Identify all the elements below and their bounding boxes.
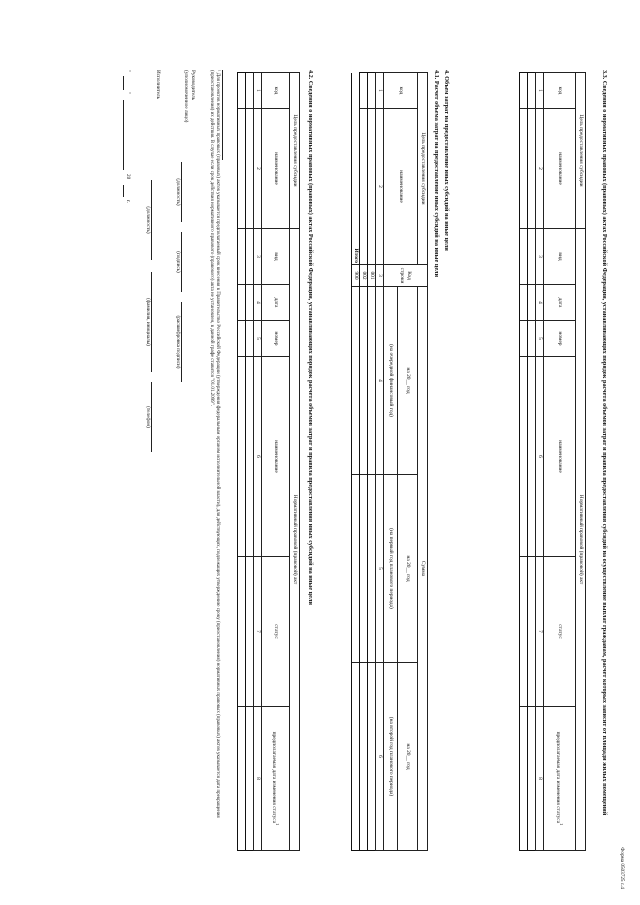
col-num: 2	[536, 109, 544, 229]
table-3-3	[519, 72, 586, 851]
line-day	[123, 76, 124, 90]
th-purpose: Цель предоставления субсидии	[290, 73, 300, 229]
col-num: 1	[536, 73, 544, 109]
table-row	[246, 73, 254, 851]
col-num: 3	[376, 265, 384, 287]
th-vid: вид	[262, 229, 290, 285]
line-position-2	[151, 180, 152, 260]
table-row	[528, 73, 536, 851]
col-num: 5	[536, 321, 544, 357]
th-code: код	[384, 73, 418, 109]
th-code: код	[544, 73, 576, 109]
line-fio	[151, 272, 152, 372]
line-phone	[151, 382, 152, 452]
caption-position-2: (должность)	[145, 206, 151, 234]
caption-signature: (подпись)	[175, 251, 181, 273]
date-year: 20	[125, 174, 131, 180]
th-name: наименование	[384, 109, 418, 265]
th-planned-date: предполагаемая дата изменения статуса$^1$	[262, 707, 290, 851]
th-code: код	[262, 73, 290, 109]
th-year-3-sub: (на второй год планового периода)	[384, 663, 398, 851]
total-row	[352, 73, 360, 851]
section-3-3-title: 3.3. Сведения о нормативных правовых (правовых) актах Российской Федерации, устанавливающих порядок расчета объемов затрат и правила предоставления субсидий на осуществление выплат гражданам, расчет которых зависит от площади жилых помещений	[601, 70, 608, 816]
head-label: Руководитель	[190, 70, 196, 101]
executor-label: Исполнитель	[155, 70, 161, 100]
col-num: 5	[376, 475, 384, 663]
rotated-landscape-sheet	[10, 10, 630, 895]
th-year-2-sub: (на первый год планового периода)	[384, 475, 398, 663]
col-num: 1	[376, 73, 384, 109]
col-num: 3	[254, 229, 262, 285]
caption-fio: (фамилия, инициалы)	[145, 298, 151, 346]
caption-decoding: (расшифровка подписи)	[175, 315, 181, 369]
row-code: 001	[368, 265, 376, 287]
section-4-2-title: 4.2. Сведения о нормативных правовых (правовых) актах Российской Федерации, устанавливающих порядок расчета объемов затрат и правила предоставления иных субсидий на иные цели	[307, 70, 314, 605]
col-num: 1	[254, 73, 262, 109]
th-year-1-sub: (на очередной финансовый год)	[384, 287, 398, 475]
th-year-1: на 20__ год	[398, 287, 418, 475]
col-num: 6	[254, 357, 262, 557]
col-num: 6	[536, 357, 544, 557]
table-4-1	[351, 72, 428, 851]
caption-position: (должность)	[175, 178, 181, 206]
th-number: номер	[262, 321, 290, 357]
col-num: 8	[254, 707, 262, 851]
total-label: Итого	[352, 109, 360, 265]
date-quote-close: "	[125, 92, 131, 95]
th-vid: вид	[544, 229, 576, 285]
line-signature	[181, 232, 182, 292]
th-number: номер	[544, 321, 576, 357]
line-year	[123, 185, 124, 197]
th-status: статус	[544, 557, 576, 707]
th-date: дата	[262, 285, 290, 321]
section-4-1-title: 4.1. Расчет объема затрат на предоставление иных субсидий на иные цели	[433, 70, 440, 278]
th-npa: Нормативный правовой (правовой) акт	[576, 229, 586, 851]
th-npa-name: наименование	[544, 357, 576, 557]
col-num: 5	[254, 321, 262, 357]
row-code: 900	[352, 265, 360, 287]
th-year-2: на 20__ год	[398, 475, 418, 663]
table-row	[360, 73, 368, 851]
head-label-2: (уполномоченное лицо)	[183, 70, 189, 123]
th-name: наименование	[262, 109, 290, 229]
col-num: 8	[536, 707, 544, 851]
col-num: 7	[254, 557, 262, 707]
footnote: ¹ Для проектов нормативных правовых (правовых) актов указывается предполагаемый срок внесения в Правительство Российской Федерации (утверждения федеральным органом исполнительной власти), для действующих, подлежащих утверждению сроку (приостановления) нормативных правовых (правовых) актов указывается дата прекращения (приостановления) их действия. В случае если срок действия нормативного правового (правового) акта не установлен, в данной графе ставится "01.01.2099".	[209, 70, 220, 818]
th-planned-date: предполагаемая дата изменения статуса$^1$	[544, 707, 576, 851]
col-num: 4	[536, 285, 544, 321]
th-name: наименование	[544, 109, 576, 229]
th-date: дата	[544, 285, 576, 321]
table-row	[520, 73, 528, 851]
th-sum: Сумма	[418, 287, 428, 851]
footnote-separator	[222, 70, 223, 160]
line-month	[123, 100, 124, 170]
col-num: 2	[376, 109, 384, 265]
date-quote-open: "	[125, 70, 131, 73]
caption-phone: (телефон)	[145, 406, 151, 428]
th-purpose: Цель предоставления субсидии	[576, 73, 586, 229]
th-npa-name: наименование	[262, 357, 290, 557]
row-code: 002	[360, 265, 368, 287]
line-position	[181, 162, 182, 222]
col-num: 6	[376, 663, 384, 851]
th-npa: Нормативный правовой (правовой) акт	[290, 229, 300, 851]
col-num: 4	[254, 285, 262, 321]
table-row	[368, 73, 376, 851]
th-row-code: Код строки	[384, 265, 428, 287]
date-g: г.	[125, 200, 131, 203]
col-num: 4	[376, 287, 384, 475]
section-4-title: 4. Объем затрат на предоставление иных субсидий на иные цели	[443, 70, 450, 251]
th-year-3: на 20__ год	[398, 663, 418, 851]
col-num: 3	[536, 229, 544, 285]
form-code: Форма 0503725 с.4	[619, 847, 625, 889]
col-num: 7	[536, 557, 544, 707]
col-num: 2	[254, 109, 262, 229]
line-decoding	[181, 302, 182, 382]
table-row	[238, 73, 246, 851]
table-4-2	[237, 72, 300, 851]
th-purpose: Цель предоставления субсидии	[418, 73, 428, 265]
th-status: статус	[262, 557, 290, 707]
